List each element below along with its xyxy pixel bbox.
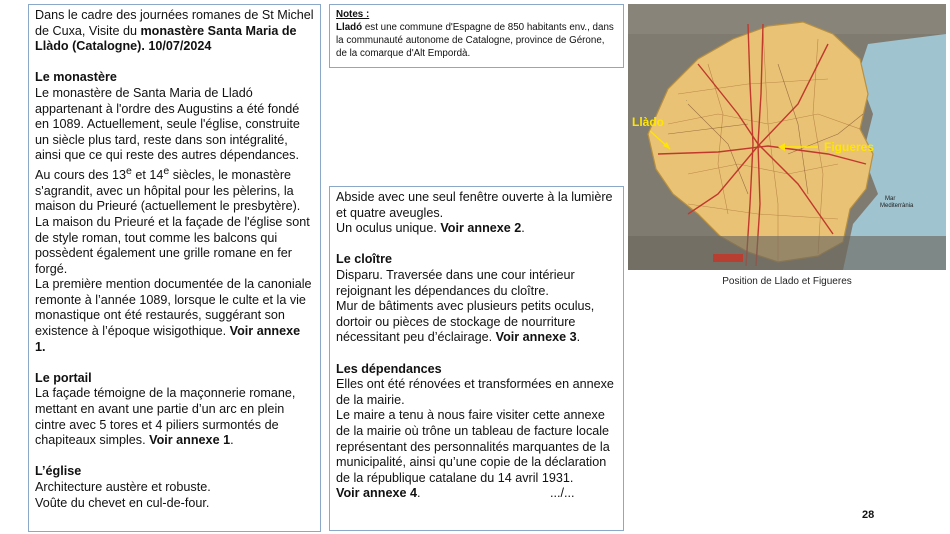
annexe-1-reference: Voir annexe 1 [149, 433, 231, 448]
superscript-e: e [126, 164, 132, 177]
continued-marker: .../... [550, 486, 575, 501]
oculus-paragraph: Un oculus unique. Voir annexe 2. [336, 221, 525, 236]
middle-text-box [329, 186, 624, 531]
page-number: 28 [862, 509, 875, 521]
map-caption: Position de Llado et Figueres [722, 276, 852, 287]
annexe-1-reference: Voir annexe 1 [35, 324, 301, 354]
cloitre-paragraph-2: Mur de bâtiments avec plusieurs petits oculus, dortoir ou pièces de stockage de nourriture nécessitant peu d’éclairage. Voir annexe 3. [336, 299, 595, 345]
annexe-4-line: Voir annexe 4. .../... [336, 486, 575, 501]
map-label-llado: Llàdo [632, 115, 664, 129]
eglise-line-1: Architecture austère et robuste. [35, 480, 211, 494]
monastere-paragraph-1: Le monastère de Santa Maria de Lladó appartenant à l'ordre des Augustins a été fondé en 1089. Actuellement, seule l'église, construite un siècle plus tard, reste dans son intégralité, ainsi que ce qui reste des autres dépendances. [35, 85, 300, 163]
dependances-paragraph-2: Le maire a tenu à nous faire visiter cette annexe de la mairie où trône un tableau de facture locale représentant des personnalités marquantes de la municipalité, ainsi qu’une copie de la déclaration de la république catalane du 14 avril 1931. [336, 408, 610, 485]
annexe-3-reference: Voir annexe 3 [495, 330, 577, 345]
notes-lead: Lladó [336, 22, 363, 33]
dependances-paragraph-1: Elles ont été rénovées et transformées en annexe de la mairie. [336, 377, 614, 407]
abside-paragraph: Abside avec une seul fenêtre ouverte à la lumière et quatre aveugles. [336, 190, 613, 220]
annexe-2-reference: Voir annexe 2 [440, 221, 522, 236]
cloitre-paragraph-1: Disparu. Traversée dans une cour intérieur rejoignant les dépendances du cloître. [336, 267, 575, 298]
monastere-heading: Le monastère [35, 70, 117, 85]
cloitre-heading: Le cloître [336, 252, 392, 267]
monastere-paragraph-2: Au cours des 13e et 14e siècles, le monastère s'agrandit, avec un hôpital pour les pèlerins, la maison du Prieuré (actuellement le presbytère). [35, 164, 301, 214]
monastere-paragraph-3: La maison du Prieuré et la façade de l'église sont de style roman, tout comme les balcons qui possèdent également une grille romane en fer forgé. [35, 214, 310, 276]
monastere-paragraph-4: La première mention documentée de la canoniale remonte à l’année 1089, lorsque le culte et la vie monastique ont été restaurés, suggérant son existence à l’époque wisigothique. Voir annexe 1. [35, 277, 312, 354]
map-photo [628, 4, 946, 270]
map-label-figueres: Figueres [824, 140, 875, 154]
eglise-line-2: Voûte du chevet en cul-de-four. [35, 495, 210, 510]
notes-box [329, 4, 624, 68]
intro-bold-text: monastère Santa Maria de Llàdo (Catalogne). 10/07/2024 [35, 23, 297, 54]
intro-text: Dans le cadre des journées romanes de St Michel de Cuxa, Visite du [35, 8, 314, 38]
left-text-box [28, 4, 321, 532]
svg-text:Mediterrània: Mediterrània [880, 203, 914, 209]
portail-paragraph: La façade témoigne de la maçonnerie romane, mettant en avant une partie d’un arc en plein cintre avec 5 tores et 4 piliers surmontés de chapiteaux simples. Voir annexe 1. [35, 386, 296, 448]
notes-label: Notes : [336, 9, 370, 20]
portail-heading: Le portail [35, 370, 92, 385]
superscript-e: e [163, 164, 170, 177]
eglise-heading: L’église [35, 464, 82, 479]
notes-text: Lladó est une commune d'Espagne de 850 habitants env., dans la communauté autonome de Catalogne, province de Gérone, de la comarque d'Alt Empordà. [336, 22, 614, 59]
dependances-heading: Les dépendances [336, 361, 442, 376]
intro-paragraph [35, 8, 314, 55]
svg-text:·: · [686, 98, 688, 103]
annexe-4-reference: Voir annexe 4 [336, 486, 417, 501]
svg-text:Mar: Mar [885, 196, 896, 202]
map-image [628, 4, 946, 270]
